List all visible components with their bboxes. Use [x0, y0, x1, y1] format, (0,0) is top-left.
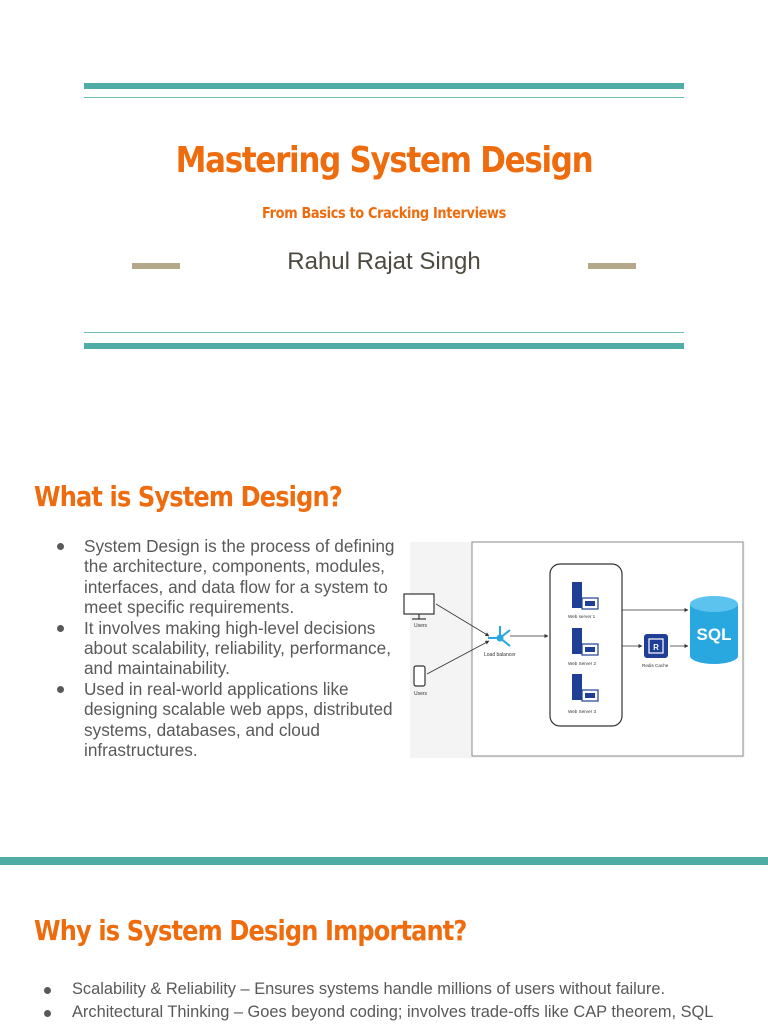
list-item: Scalability & Reliability – Ensures systems handle millions of users without failure.: [38, 978, 758, 1001]
web-server-3-label: Web Server 3: [568, 709, 596, 714]
redis-cache-glyph: R: [653, 643, 659, 652]
bottom-thin-rule: [84, 332, 684, 333]
list-item: It involves making high-level decisions about scalability, reliability, performance, and maintainability.: [56, 618, 401, 679]
why-important-bullet-list: [38, 978, 758, 1024]
bottom-thick-rule: [84, 343, 684, 349]
top-thick-rule: [84, 83, 684, 89]
redis-cache-label: Redis Cache: [642, 663, 669, 668]
author-name: Rahul Rajat Singh: [287, 248, 481, 275]
list-item: Architectural Thinking – Goes beyond coding; involves trade-offs like CAP theorem, SQL: [38, 1001, 758, 1024]
load-balancer-label: Load balancer: [484, 652, 516, 658]
sql-database-label: SQL: [696, 625, 732, 644]
users-mobile-label: Users: [414, 691, 428, 697]
list-item: System Design is the process of defining the architecture, components, modules, interfaces, and data flow for a system to meet specific requirements.: [56, 536, 401, 618]
section-divider: [0, 857, 768, 865]
users-desktop-label: Users: [414, 623, 428, 629]
architecture-diagram: [402, 540, 747, 762]
right-dash-decoration: [588, 263, 636, 269]
web-server-2-label: Web Server 2: [568, 661, 596, 666]
what-is-bullet-list: [56, 536, 401, 760]
mobile-users-icon: [414, 666, 425, 686]
top-thin-rule: [84, 97, 684, 98]
web-server-1-label: Web server 1: [568, 614, 596, 619]
section-heading-why-important: Why is System Design Important?: [34, 914, 467, 947]
list-item: Used in real-world applications like designing scalable web apps, distributed systems, databases, and cloud infrastructures.: [56, 679, 401, 761]
page-title: Mastering System Design: [175, 140, 593, 181]
page-subtitle: From Basics to Cracking Interviews: [262, 204, 506, 222]
section-heading-what-is: What is System Design?: [34, 480, 342, 513]
